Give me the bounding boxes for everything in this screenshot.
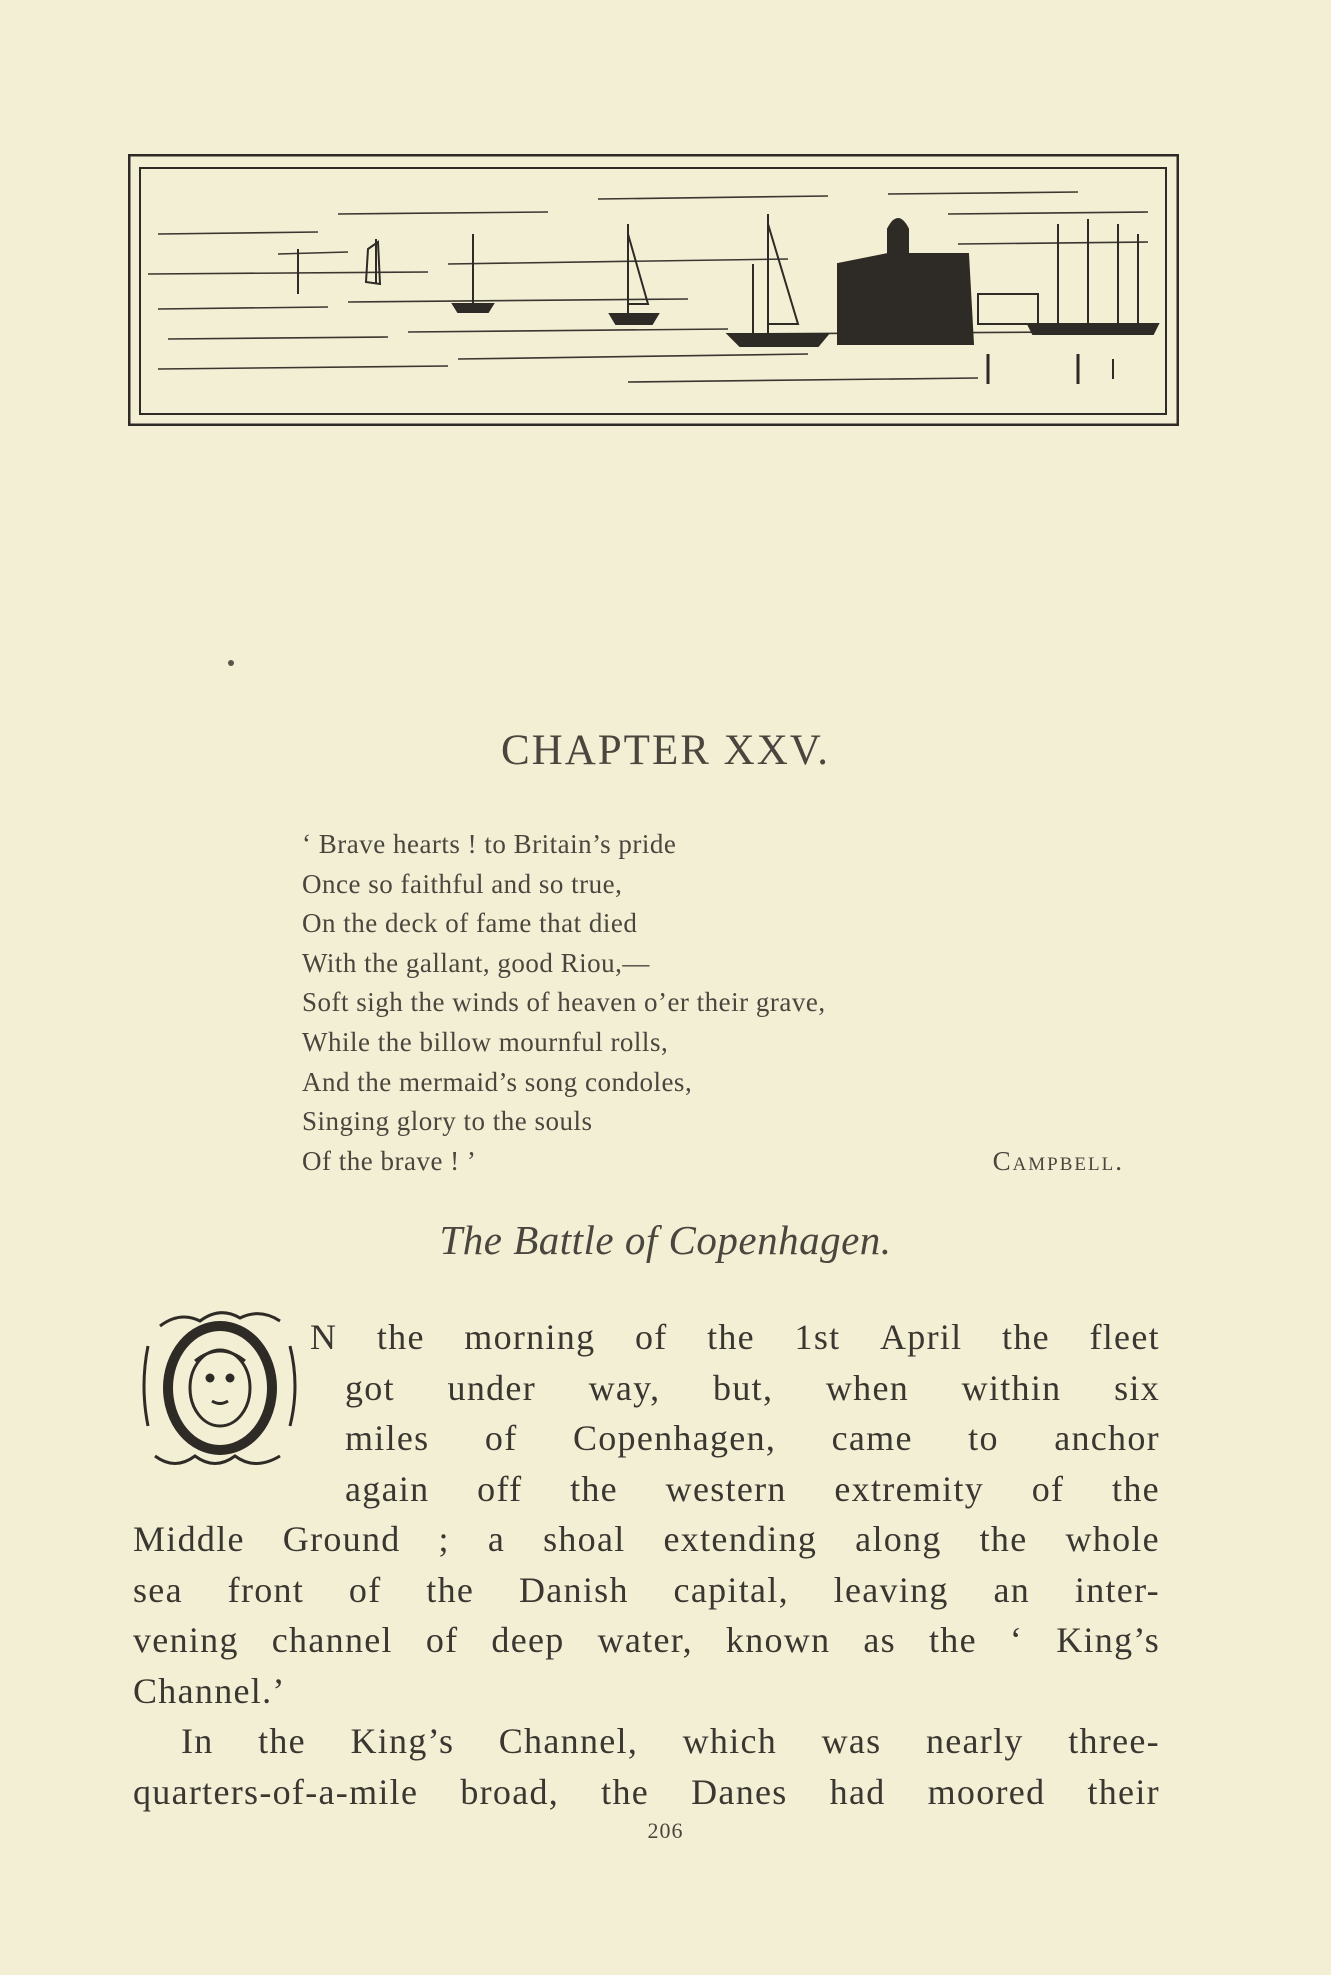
body-line: got under way, but, when within six	[345, 1367, 1160, 1408]
body-line: N the morning of the 1st April the fleet	[310, 1317, 1160, 1357]
epigraph-line: While the billow mournful rolls,	[302, 1026, 669, 1057]
body-line: vening channel of deep water, known as the ‘ King’s	[133, 1620, 1160, 1660]
epigraph-line: ‘ Brave hearts ! to Britain’s pride	[302, 829, 677, 859]
epigraph-line: Singing glory to the souls	[302, 1106, 593, 1137]
body-line: again off the western extremity of the	[345, 1468, 1160, 1509]
epigraph-line: On the deck of fame that died	[302, 908, 638, 939]
epigraph	[302, 825, 1132, 1181]
epigraph-attribution: Campbell.	[992, 1145, 1124, 1176]
section-subtitle: The Battle of Copenhagen.	[439, 1217, 892, 1263]
epigraph-line: Soft sigh the winds of heaven o’er their grave,	[302, 987, 826, 1018]
body-line: Middle Ground ; a shoal extending along the whole	[133, 1519, 1160, 1559]
harbour-illustration	[128, 154, 1179, 426]
epigraph-last-line	[302, 1142, 1132, 1182]
body-line: miles of Copenhagen, came to anchor	[345, 1418, 1160, 1458]
body-line: sea front of the Danish capital, leaving an inter-	[133, 1569, 1160, 1610]
chapter-heading: CHAPTER XXV.	[500, 727, 831, 774]
epigraph-line: Once so faithful and so true,	[302, 868, 623, 899]
page-number: 206	[647, 1818, 684, 1843]
stray-mark	[228, 660, 234, 666]
epigraph-line: And the mermaid’s song condoles,	[302, 1066, 693, 1097]
body-line: quarters-of-a-mile broad, the Danes had moored their	[133, 1771, 1160, 1812]
epigraph-line: With the gallant, good Riou,—	[302, 947, 650, 978]
body-line: In the King’s Channel, which was nearly three-	[181, 1721, 1160, 1761]
epigraph-line: Of the brave ! ’	[302, 1145, 477, 1176]
body-line: Channel.’	[133, 1670, 286, 1711]
body-text	[133, 1312, 1160, 1817]
drop-cap-letter: O	[219, 1416, 221, 1417]
